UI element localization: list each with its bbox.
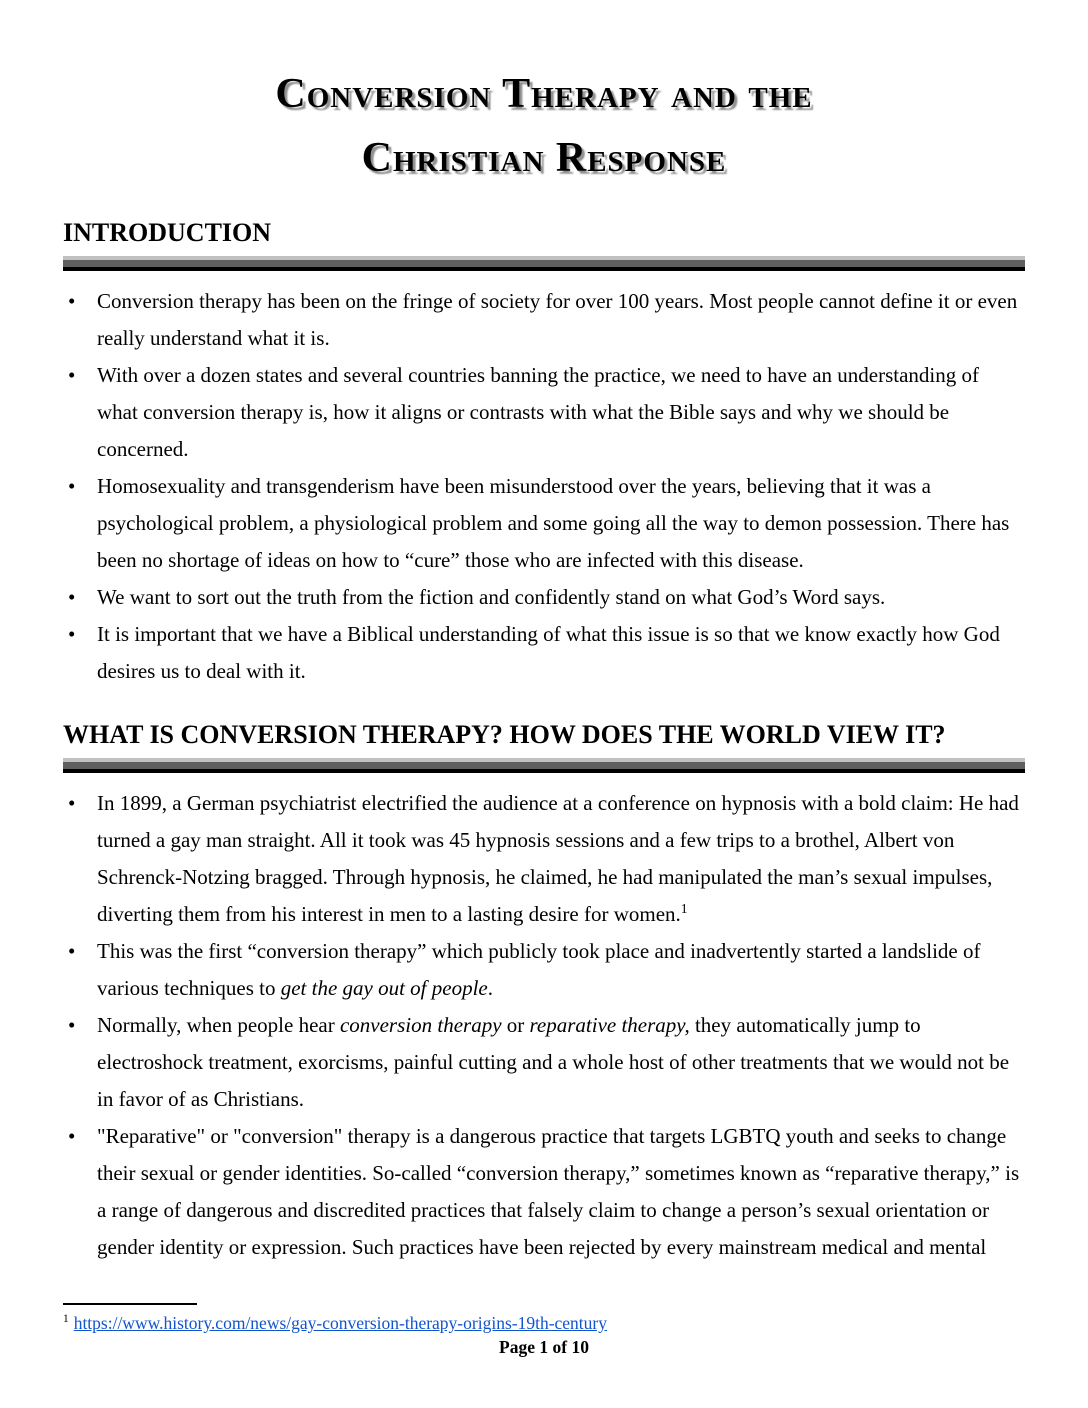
list-item: • "Reparative" or "conversion" therapy is a dangerous practice that targets LGBTQ youth and seeks to change their sexual or gender identities. So-called “conversion therapy,” sometimes known as “reparative therapy,” is a range of dangerous and discredited practices that falsely claim to change a person’s sexual orientation or gender identity or expression. Such practices have been rejected by every mainstream medical and mental — [63, 1118, 1025, 1266]
title-line-2: Christian Response — [361, 135, 727, 181]
list-item: • In 1899, a German psychiatrist electrified the audience at a conference on hypnosis with a bold claim: He had turned a gay man straight. All it took was 45 hypnosis sessions and a few trips to a brothel, Albert von Schrenck-Notzing bragged. Through hypnosis, he claimed, he had manipulated the man’s sexual impulses, diverting them from his interest in men to a lasting desire for women.$^1$ — [63, 785, 1025, 933]
section-heading-what-is: WHAT IS CONVERSION THERAPY? HOW DOES THE WORLD VIEW IT? — [63, 720, 946, 749]
introduction-bullet-list — [63, 283, 1025, 690]
title-line-1: Conversion Therapy and the — [275, 71, 813, 117]
list-item: • We want to sort out the truth from the fiction and confidently stand on what God’s Word says. — [63, 579, 1025, 616]
section-what-is-conversion-therapy — [63, 720, 1025, 1266]
footnote-area — [63, 1303, 1025, 1358]
document-title — [63, 0, 1025, 190]
divider-dark-bar — [63, 769, 1025, 773]
section-heading-introduction: INTRODUCTION — [63, 218, 272, 247]
list-item: • It is important that we have a Biblical understanding of what this issue is so that we know exactly how God desires us to deal with it. — [63, 616, 1025, 690]
page-number: Page 1 of 10 — [499, 1337, 589, 1357]
list-item: • This was the first “conversion therapy” which publicly took place and inadvertently started a landslide of various techniques to get the gay out of people. — [63, 933, 1025, 1007]
section-divider — [63, 256, 1025, 271]
footnote-marker: 1 — [63, 1313, 69, 1326]
divider-dark-bar — [63, 267, 1025, 271]
list-item: • Homosexuality and transgenderism have been misunderstood over the years, believing that it was a psychological problem, a physiological problem and some going all the way to demon possession. There has been no shortage of ideas on how to “cure” those who are infected with this disease. — [63, 468, 1025, 579]
divider-mid-bar — [63, 260, 1025, 267]
list-item: • Conversion therapy has been on the fringe of society for over 100 years. Most people cannot define it or even really understand what it is. — [63, 283, 1025, 357]
list-item: • With over a dozen states and several countries banning the practice, we need to have an understanding of what conversion therapy is, how it aligns or contrasts with what the Bible says and why we should be concerned. — [63, 357, 1025, 468]
footnote-link[interactable]: https://www.history.com/news/gay-conversion-therapy-origins-19th-century — [73, 1313, 607, 1333]
section-introduction — [63, 218, 1025, 690]
section-divider — [63, 758, 1025, 773]
what-is-bullet-list — [63, 785, 1025, 1266]
footnote-separator — [63, 1303, 197, 1305]
list-item: • Normally, when people hear conversion therapy or reparative therapy, they automatically jump to electroshock treatment, exorcisms, painful cutting and a whole host of other treatments that we would not be in favor of as Christians. — [63, 1007, 1025, 1118]
divider-mid-bar — [63, 762, 1025, 769]
footnote — [63, 1312, 1025, 1334]
